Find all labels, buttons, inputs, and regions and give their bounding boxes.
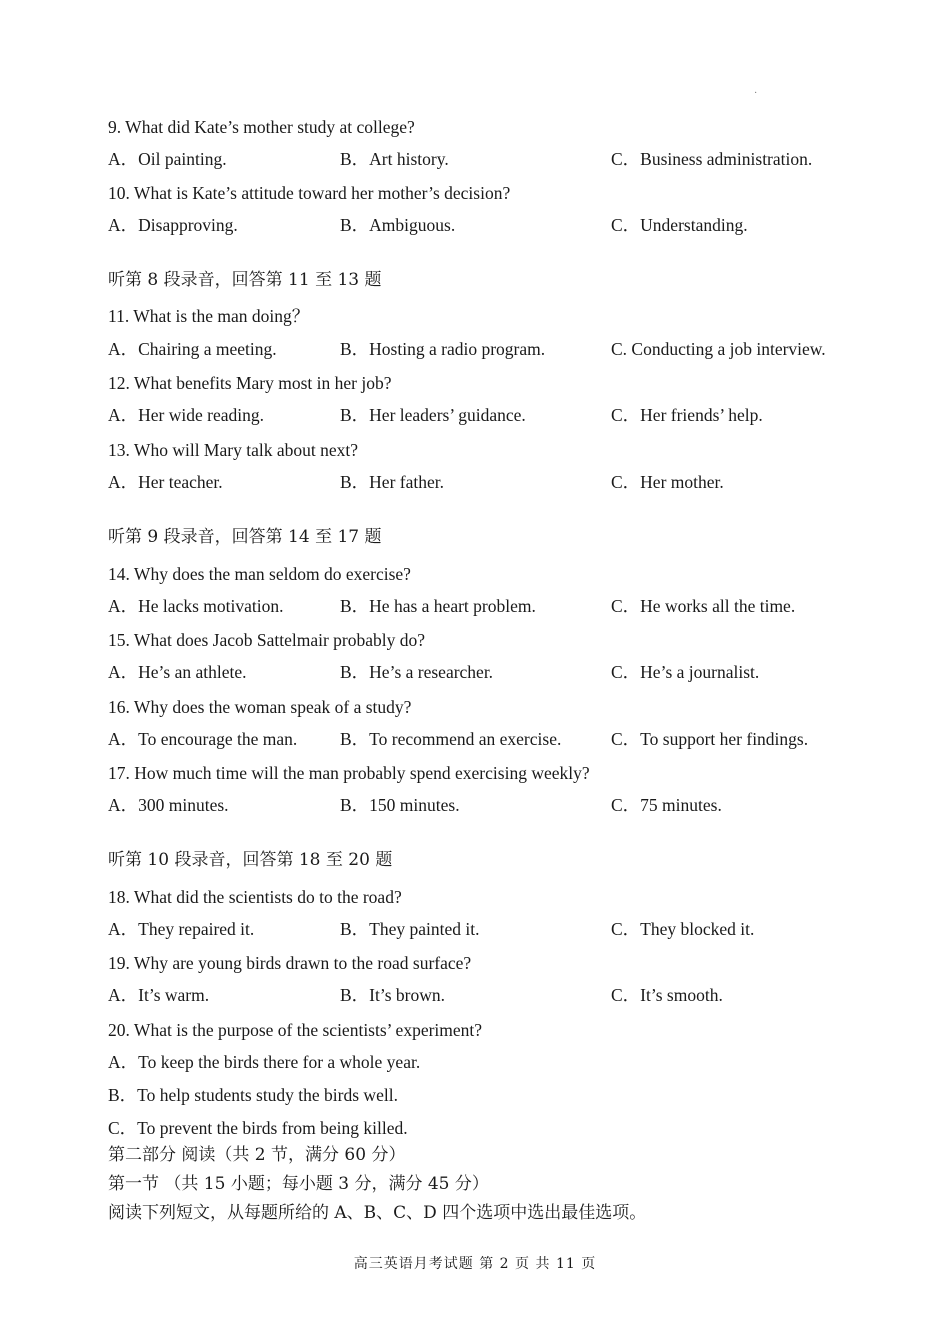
part-2-heading: 第二部分 阅读（共 2 节，满分 60 分） bbox=[108, 1145, 406, 1165]
q12-option-b: B．Her leaders’ guidance. bbox=[340, 405, 526, 425]
q15-option-c: C．He’s a journalist. bbox=[611, 662, 760, 682]
q9-option-b: B．Art history. bbox=[340, 149, 449, 169]
question-16: 16. Why does the woman speak of a study? bbox=[108, 697, 412, 717]
reading-instruction: 阅读下列短文，从每题所给的 A、B、C、D 四个选项中选出最佳选项。 bbox=[108, 1203, 647, 1223]
question-9: 9. What did Kate’s mother study at college? bbox=[108, 117, 415, 137]
question-18: 18. What did the scientists do to the road? bbox=[108, 887, 402, 907]
q14-option-a: A．He lacks motivation. bbox=[108, 596, 284, 616]
question-15: 15. What does Jacob Sattelmair probably do? bbox=[108, 630, 426, 650]
section-8-heading: 听第 8 段录音，回答第 11 至 13 题 bbox=[108, 270, 382, 290]
q10-option-b: B．Ambiguous. bbox=[340, 215, 456, 235]
question-19: 19. Why are young birds drawn to the road surface? bbox=[108, 953, 472, 973]
q20-option-c: C．To prevent the birds from being killed. bbox=[108, 1118, 408, 1138]
q18-option-b: B．They painted it. bbox=[340, 919, 480, 939]
page-footer: 高三英语月考试题 第 2 页 共 11 页 bbox=[353, 1256, 597, 1272]
q11-option-a: A．Chairing a meeting. bbox=[108, 339, 277, 359]
question-11: 11. What is the man doing？ bbox=[108, 306, 310, 326]
q19-option-b: B．It’s brown. bbox=[340, 985, 445, 1005]
q18-option-c: C．They blocked it. bbox=[611, 919, 755, 939]
q15-option-b: B．He’s a researcher. bbox=[340, 662, 494, 682]
question-17: 17. How much time will the man probably spend exercising weekly? bbox=[108, 763, 590, 783]
q10-option-a: A．Disapproving. bbox=[108, 215, 238, 235]
question-14: 14. Why does the man seldom do exercise? bbox=[108, 564, 411, 584]
q20-option-a: A．To keep the birds there for a whole year. bbox=[108, 1052, 421, 1072]
q19-option-a: A．It’s warm. bbox=[108, 985, 210, 1005]
q17-option-a: A．300 minutes. bbox=[108, 795, 229, 815]
q14-option-c: C．He works all the time. bbox=[611, 596, 796, 616]
question-12: 12. What benefits Mary most in her job? bbox=[108, 373, 392, 393]
q17-option-b: B．150 minutes. bbox=[340, 795, 460, 815]
q12-option-c: C．Her friends’ help. bbox=[611, 405, 763, 425]
question-20: 20. What is the purpose of the scientists’ experiment? bbox=[108, 1020, 483, 1040]
q11-option-c: C. Conducting a job interview. bbox=[611, 339, 826, 359]
question-13: 13. Who will Mary talk about next? bbox=[108, 440, 358, 460]
q12-option-a: A．Her wide reading. bbox=[108, 405, 264, 425]
q10-option-c: C．Understanding. bbox=[611, 215, 748, 235]
q9-option-a: A．Oil painting. bbox=[108, 149, 227, 169]
section-9-heading: 听第 9 段录音，回答第 14 至 17 题 bbox=[108, 527, 382, 547]
q13-option-b: B．Her father. bbox=[340, 472, 444, 492]
section-10-heading: 听第 10 段录音，回答第 18 至 20 题 bbox=[108, 850, 393, 870]
q15-option-a: A．He’s an athlete. bbox=[108, 662, 247, 682]
question-10: 10. What is Kate’s attitude toward her mother’s decision? bbox=[108, 183, 511, 203]
q18-option-a: A．They repaired it. bbox=[108, 919, 255, 939]
q20-option-b: B．To help students study the birds well. bbox=[108, 1085, 398, 1105]
q16-option-b: B．To recommend an exercise. bbox=[340, 729, 562, 749]
q14-option-b: B．He has a heart problem. bbox=[340, 596, 536, 616]
q16-option-c: C．To support her findings. bbox=[611, 729, 809, 749]
q13-option-c: C．Her mother. bbox=[611, 472, 724, 492]
q19-option-c: C．It’s smooth. bbox=[611, 985, 723, 1005]
q16-option-a: A．To encourage the man. bbox=[108, 729, 298, 749]
part-2-section-1-heading: 第一节 （共 15 小题；每小题 3 分，满分 45 分） bbox=[108, 1174, 489, 1194]
q11-option-b: B．Hosting a radio program. bbox=[340, 339, 546, 359]
q17-option-c: C．75 minutes. bbox=[611, 795, 722, 815]
scan-mark: · bbox=[754, 88, 758, 99]
q13-option-a: A．Her teacher. bbox=[108, 472, 223, 492]
q9-option-c: C．Business administration. bbox=[611, 149, 813, 169]
